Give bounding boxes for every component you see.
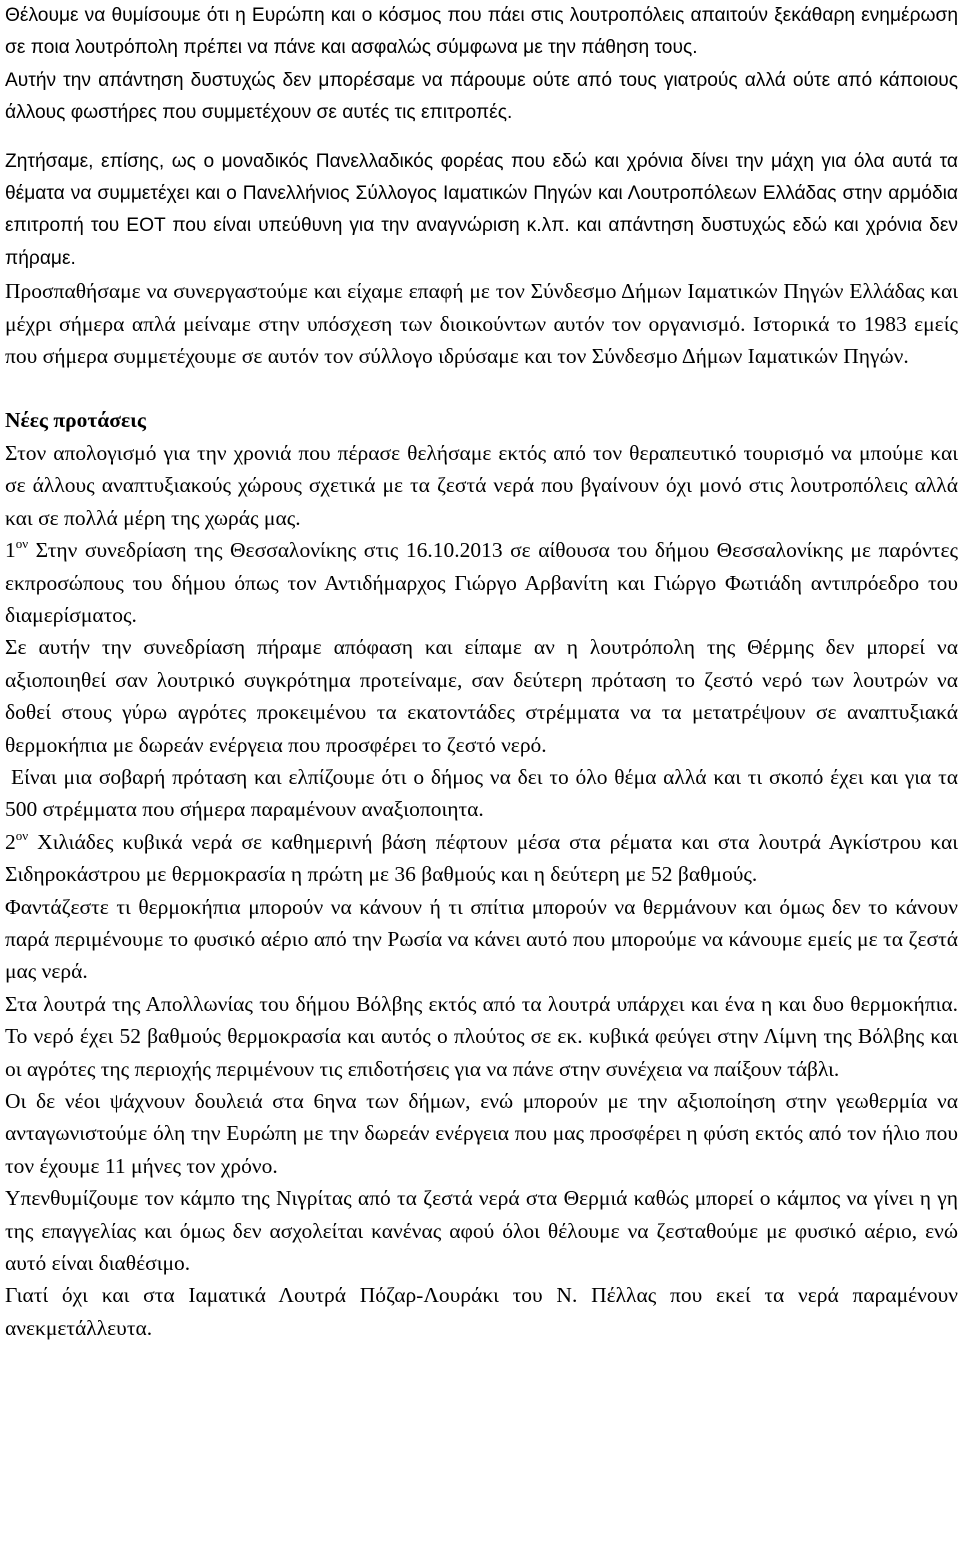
paragraph-3: Ζητήσαμε, επίσης, ως ο μοναδικός Πανελλαδικός φορέας που εδώ και χρόνια δίνει την μάχη για όλα αυτά τα θέματα να συμμετέχει και ο Πανελλήνιος Σύλλογος Ιαματικών Πηγών και Λουτροπόλεων Ελλάδας στην αρμόδια επιτροπή του ΕΟΤ που είναι υπεύθυνη για την αναγνώριση κ.λπ. και απάντηση δυστυχώς εδώ και χρόνια δεν πήραμε. [5, 150, 958, 269]
paragraph-1: Θέλουμε να θυμίσουμε ότι η Ευρώπη και ο κόσμος που πάει στις λουτροπόλεις απαιτούν ξεκάθαρη ενημέρωση σε ποια λουτρόπολη πρέπει να πάνε και ασφαλώς σύμφωνα με την πάθηση τους. [5, 5, 958, 59]
ordinal-number: 2 [5, 829, 16, 854]
paragraph-2: Αυτήν την απάντηση δυστυχώς δεν μπορέσαμε να πάρουμε ούτε από τους γιατρούς αλλά ούτε από κάποιους άλλους φωστήρες που συμμετέχουν σε αυτές τις επιτροπές. [5, 69, 958, 124]
paragraph-8: Είναι μια σοβαρή πρόταση και ελπίζουμε ότι ο δήμος να δει το όλο θέμα αλλά και τι σκοπό έχει και για τα 500 στρέμματα που σήμερα παραμένουν αναξιοποιητα. [5, 764, 958, 822]
paragraph-9 [5, 826, 958, 891]
paragraph-6-text: Στην συνεδρίαση της Θεσσαλονίκης στις 16.10.2013 σε αίθουσα του δήμου Θεσσαλονίκης με παρόντες εκπροσώπους του δήμου όπως τον Αντιδήμαρχος Γιώργο Αρβανίτη και Γιώργο Φωτιάδη αντιπρόεδρο του διαμερίσματος. [5, 538, 958, 627]
paragraph-4: Προσπαθήσαμε να συνεργαστούμε και είχαμε επαφή με τον Σύνδεσμο Δήμων Ιαματικών Πηγών Ελλάδας και μέχρι σήμερα απλά μείναμε στην υπόσχεση των διοικούντων αυτόν τον οργανισμό. Ιστορικά το 1983 εμείς που σήμερα συμμετέχουμε σε αυτόν τον σύλλογο ιδρύσαμε και τον Σύνδεσμο Δήμων Ιαματικών Πηγών. [5, 279, 958, 369]
paragraph-5: Στον απολογισμό για την χρονιά που πέρασε θελήσαμε εκτός από τον θεραπευτικό τουρισμό να μπούμε και σε άλλους αναπτυξιακούς χώρους σχετικά με τα ζεστά νερά που βγαίνουν όχι μονό στις λουτροπόλεις αλλά και σε πολλά μέρη της χωράς μας. [5, 440, 958, 530]
paragraph-14: Γιατί όχι και στα Ιαματικά Λουτρά Πόζαρ-Λουράκι του Ν. Πέλλας που εκεί τα νερά παραμένουν ανεκμετάλλευτα. [5, 1283, 958, 1340]
paragraph-12: Οι δε νέοι ψάχνουν δουλειά στα 6ηνα των δήμων, ενώ μπορούν με την αξιοποίηση στην γεωθερμία να ανταγωνιστούμε όλη την Ευρώπη με την δωρεάν ενέργεια που μας προσφέρει η φύση εκτός από τον ήλιο που τον έχουμε 11 μήνες τον χρόνο. [5, 1089, 958, 1178]
ordinal-suffix: ον [15, 827, 29, 843]
paragraph-9-text: Χιλιάδες κυβικά νερά σε καθημερινή βάση πέφτουν μέσα στα ρέματα και στα λουτρά Αγκίστρου και Σιδηροκάστρου με θερμοκρασία η πρώτη με 36 βαθμούς και η δεύτερη με 52 βαθμούς. [5, 829, 958, 887]
paragraph-7: Σε αυτήν την συνεδρίαση πήραμε απόφαση και είπαμε αν η λουτρόπολη της Θέρμης δεν μπορεί να αξιοποιηθεί σαν λουτρικό συγκρότημα προτείναμε, σαν δεύτερη πρόταση το ζεστό νερό των λουτρών να δοθεί στους γύρω αγρότες προκειμένου τα εκατοντάδες στρέμματα να τα μετατρέψουν σε αναπτυξιακά θερμοκήπια με δωρεάν ενέργεια που προσφέρει το ζεστό νερό. [5, 635, 958, 757]
paragraph-13: Υπενθυμίζουμε τον κάμπο της Νιγρίτας από τα ζεστά νερά στα Θερμιά καθώς μπορεί ο κάμπος να γίνει η γη της επαγγελίας και όμως δεν ασχολείται κανένας αφού όλοι θέλουμε να ζεσταθούμε με φυσικό αέριο, ενώ αυτό είναι διαθέσιμο. [5, 1186, 958, 1276]
ordinal-suffix: ον [15, 536, 29, 552]
paragraph-6 [5, 534, 958, 631]
paragraph-10: Φαντάζεστε τι θερμοκήπια μπορούν να κάνουν ή τι σπίτια μπορούν να θερμάνουν και όμως δεν το κάνουν παρά περιμένουμε το φυσικό αέριο από την Ρωσία να κάνει αυτό που μπορούμε να κάνουμε εμείς με τα ζεστά μας νερά. [5, 894, 958, 984]
ordinal-number: 1 [5, 538, 16, 563]
section-heading: Νέες προτάσεις [5, 408, 146, 433]
paragraph-11: Στα λουτρά της Απολλωνίας του δήμου Βόλβης εκτός από τα λουτρά υπάρχει και ένα η και δυο θερμοκήπια. Το νερό έχει 52 βαθμούς θερμοκρασία και αυτός ο πλούτος σε εκ. κυβικά φεύγει στην Λίμνη της Βόλβης και οι αγρότες της περιοχής περιμένουν τις επιδοτήσεις για να πάνε στην συνέχεια να παίξουν τάβλι. [5, 991, 958, 1081]
